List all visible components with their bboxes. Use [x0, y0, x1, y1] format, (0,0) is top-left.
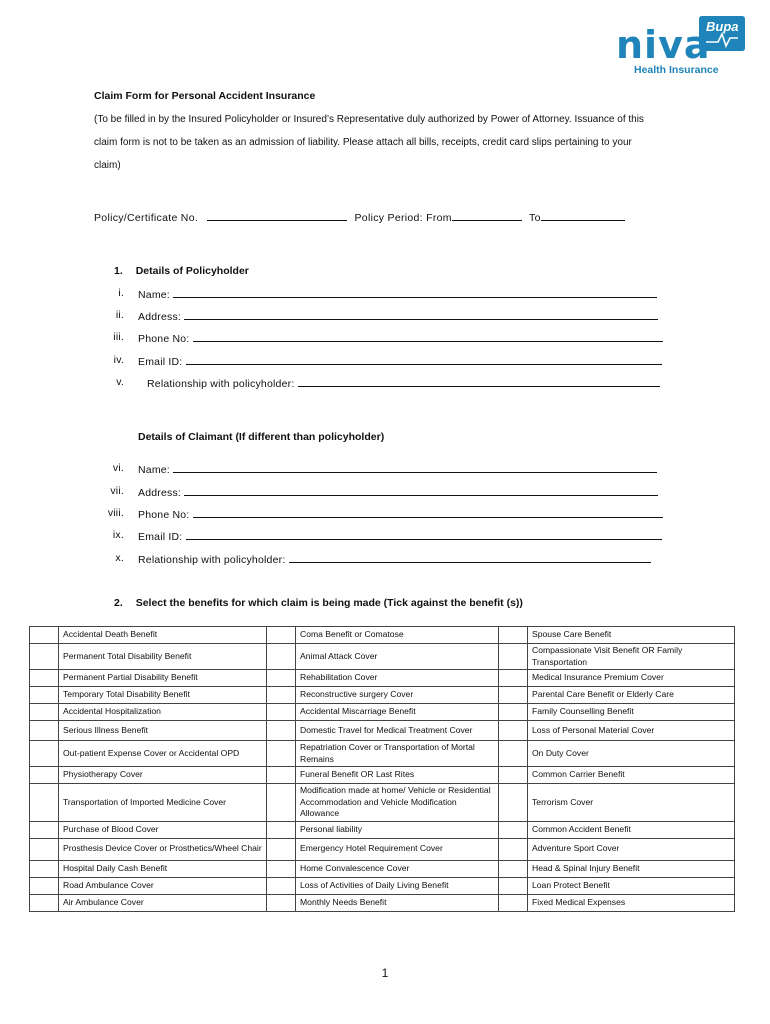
benefit-checkbox[interactable]	[267, 838, 296, 860]
section2-title: Select the benefits for which claim is being made (Tick against the benefit (s))	[135, 597, 523, 609]
benefit-label: Funeral Benefit OR Last Rites	[296, 767, 499, 784]
claimant-name-field	[94, 462, 694, 476]
field-label: Phone No:	[138, 333, 190, 345]
document-title: Claim Form for Personal Accident Insurance	[94, 90, 316, 102]
benefit-checkbox[interactable]	[499, 627, 528, 644]
benefit-checkbox[interactable]	[267, 687, 296, 704]
policyholder-email-field	[94, 354, 694, 368]
table-row	[30, 784, 735, 822]
benefit-label: Loan Protect Benefit	[528, 877, 735, 894]
field-label: Email ID:	[138, 531, 183, 543]
benefit-label: Loss of Activities of Daily Living Benefit	[296, 877, 499, 894]
benefit-checkbox[interactable]	[30, 721, 59, 741]
claimant-address-field	[94, 485, 694, 499]
field-label-wrap	[138, 309, 658, 323]
benefit-label: Medical Insurance Premium Cover	[528, 670, 735, 687]
intro-line-1: (To be filled in by the Insured Policyholder or Insured’s Representative duly authorized by Power of Attorney. Issuance of this	[94, 114, 644, 125]
field-label: Name:	[138, 464, 170, 476]
benefit-checkbox[interactable]	[30, 838, 59, 860]
benefit-label: Coma Benefit or Comatose	[296, 627, 499, 644]
benefit-label: Fixed Medical Expenses	[528, 894, 735, 911]
table-row	[30, 877, 735, 894]
claimant-phone-blank[interactable]	[193, 507, 663, 518]
field-number: ii.	[115, 309, 124, 321]
policy-number-label: Policy/Certificate No.	[94, 212, 199, 224]
benefit-label: Loss of Personal Material Cover	[528, 721, 735, 741]
benefit-label: Accidental Miscarriage Benefit	[296, 704, 499, 721]
field-label: Name:	[138, 289, 170, 301]
benefit-checkbox[interactable]	[30, 767, 59, 784]
logo-tagline: Health Insurance	[634, 64, 719, 76]
claimant-name-blank[interactable]	[173, 462, 657, 473]
field-label-wrap	[147, 376, 660, 390]
benefit-label: Domestic Travel for Medical Treatment Cover	[296, 721, 499, 741]
benefit-checkbox[interactable]	[499, 838, 528, 860]
benefit-label: Monthly Needs Benefit	[296, 894, 499, 911]
policyholder-phone-field	[94, 331, 694, 345]
section1-number: 1.	[114, 265, 123, 277]
niva-wordmark: niva	[616, 23, 711, 67]
policyholder-address-blank[interactable]	[184, 309, 658, 320]
field-label: Email ID:	[138, 356, 183, 368]
field-label-wrap	[138, 331, 663, 345]
field-number: viii.	[107, 507, 124, 519]
claimant-email-field	[94, 529, 694, 543]
policy-details-row	[94, 210, 625, 224]
benefit-label: Hospital Daily Cash Benefit	[59, 860, 267, 877]
table-row	[30, 821, 735, 838]
field-number: ix.	[112, 529, 124, 541]
field-number: x.	[115, 552, 124, 564]
field-label: Relationship with policyholder:	[147, 378, 295, 390]
field-label-wrap	[138, 462, 657, 476]
benefit-checkbox[interactable]	[30, 741, 59, 767]
benefit-checkbox[interactable]	[267, 877, 296, 894]
benefit-checkbox[interactable]	[499, 821, 528, 838]
field-label: Address:	[138, 487, 182, 499]
section2-heading	[114, 597, 523, 609]
policyholder-name-field	[94, 287, 694, 301]
benefit-label: Accidental Death Benefit	[59, 627, 267, 644]
policy-to-blank[interactable]	[541, 210, 625, 221]
benefits-table	[29, 626, 735, 912]
policyholder-relationship-blank[interactable]	[298, 376, 660, 387]
policy-number-blank[interactable]	[207, 210, 347, 221]
intro-line-3: claim)	[94, 160, 121, 171]
benefit-checkbox[interactable]	[30, 704, 59, 721]
field-number: i.	[118, 287, 124, 299]
page-number: 1	[381, 966, 389, 980]
benefit-label: Repatriation Cover or Transportation of Mortal Remains	[296, 741, 499, 767]
table-row	[30, 741, 735, 767]
field-label-wrap	[138, 354, 662, 368]
policyholder-relationship-field	[94, 376, 694, 390]
benefit-label: Parental Care Benefit or Elderly Care	[528, 687, 735, 704]
benefit-checkbox[interactable]	[267, 784, 296, 822]
benefit-label: Animal Attack Cover	[296, 644, 499, 670]
benefit-checkbox[interactable]	[267, 627, 296, 644]
field-label-wrap	[138, 507, 663, 521]
claimant-relationship-blank[interactable]	[289, 552, 651, 563]
benefit-label: Family Counselling Benefit	[528, 704, 735, 721]
benefit-checkbox[interactable]	[499, 860, 528, 877]
benefit-checkbox[interactable]	[267, 894, 296, 911]
policyholder-phone-blank[interactable]	[193, 331, 663, 342]
field-label-wrap	[138, 287, 657, 301]
field-label-wrap	[138, 529, 662, 543]
benefit-label: Common Accident Benefit	[528, 821, 735, 838]
benefit-checkbox[interactable]	[499, 687, 528, 704]
policy-to-label: To	[529, 212, 541, 224]
field-label-wrap	[138, 485, 658, 499]
claimant-email-blank[interactable]	[186, 529, 662, 540]
benefit-label: Accidental Hospitalization	[59, 704, 267, 721]
field-label: Relationship with policyholder:	[138, 554, 286, 566]
benefit-label: Modification made at home/ Vehicle or Residential Accommodation and Vehicle Modification Allowance	[296, 784, 499, 822]
table-row	[30, 670, 735, 687]
field-label: Address:	[138, 311, 182, 323]
benefit-checkbox[interactable]	[30, 687, 59, 704]
benefit-checkbox[interactable]	[30, 894, 59, 911]
policy-from-blank[interactable]	[452, 210, 522, 221]
benefit-label: Compassionate Visit Benefit OR Family Transportation	[528, 644, 735, 670]
benefit-label: Permanent Partial Disability Benefit	[59, 670, 267, 687]
benefit-label: Home Convalescence Cover	[296, 860, 499, 877]
benefit-label: Road Ambulance Cover	[59, 877, 267, 894]
company-logo	[612, 10, 752, 80]
benefit-checkbox[interactable]	[267, 741, 296, 767]
benefit-checkbox[interactable]	[499, 894, 528, 911]
field-label-wrap	[138, 552, 651, 566]
benefit-checkbox[interactable]	[30, 644, 59, 670]
policyholder-address-field	[94, 309, 694, 323]
table-row	[30, 767, 735, 784]
field-label: Phone No:	[138, 509, 190, 521]
benefit-label: Permanent Total Disability Benefit	[59, 644, 267, 670]
benefit-label: Personal liability	[296, 821, 499, 838]
benefit-checkbox[interactable]	[30, 877, 59, 894]
section1-title: Details of Policyholder	[135, 265, 249, 277]
benefit-label: Transportation of Imported Medicine Cover	[59, 784, 267, 822]
table-row	[30, 894, 735, 911]
benefit-checkbox[interactable]	[30, 784, 59, 822]
benefit-label: On Duty Cover	[528, 741, 735, 767]
benefit-label: Out-patient Expense Cover or Accidental OPD	[59, 741, 267, 767]
field-number: vii.	[110, 485, 124, 497]
policyholder-name-blank[interactable]	[173, 287, 657, 298]
table-row	[30, 860, 735, 877]
benefit-label: Adventure Sport Cover	[528, 838, 735, 860]
field-number: iii.	[113, 331, 124, 343]
benefit-checkbox[interactable]	[499, 644, 528, 670]
benefit-checkbox[interactable]	[267, 821, 296, 838]
benefit-checkbox[interactable]	[267, 721, 296, 741]
benefit-label: Emergency Hotel Requirement Cover	[296, 838, 499, 860]
policyholder-email-blank[interactable]	[186, 354, 662, 365]
benefit-label: Serious Illness Benefit	[59, 721, 267, 741]
benefit-label: Head & Spinal Injury Benefit	[528, 860, 735, 877]
section2-number: 2.	[114, 597, 123, 609]
benefit-checkbox[interactable]	[267, 704, 296, 721]
benefit-checkbox[interactable]	[499, 784, 528, 822]
benefit-label: Physiotherapy Cover	[59, 767, 267, 784]
section1-heading	[114, 265, 249, 277]
benefit-checkbox[interactable]	[499, 741, 528, 767]
benefit-label: Reconstructive surgery Cover	[296, 687, 499, 704]
benefit-checkbox[interactable]	[30, 860, 59, 877]
claimant-phone-field	[94, 507, 694, 521]
table-row	[30, 838, 735, 860]
claimant-relationship-field	[94, 552, 694, 566]
benefit-label: Spouse Care Benefit	[528, 627, 735, 644]
benefit-label: Terrorism Cover	[528, 784, 735, 822]
benefit-checkbox[interactable]	[30, 821, 59, 838]
benefit-checkbox[interactable]	[499, 670, 528, 687]
claimant-heading: Details of Claimant (If different than policyholder)	[138, 431, 385, 443]
table-row	[30, 687, 735, 704]
intro-paragraph	[94, 108, 694, 177]
benefit-label: Prosthesis Device Cover or Prosthetics/Wheel Chair	[59, 838, 267, 860]
benefit-checkbox[interactable]	[267, 767, 296, 784]
field-number: vi.	[112, 462, 124, 474]
benefit-checkbox[interactable]	[30, 627, 59, 644]
benefit-checkbox[interactable]	[499, 877, 528, 894]
field-number: iv.	[113, 354, 124, 366]
benefit-checkbox[interactable]	[499, 767, 528, 784]
intro-line-2: claim form is not to be taken as an admission of liability. Please attach all bills, receipts, credit card slips pertaining to your	[94, 137, 632, 148]
table-row	[30, 644, 735, 670]
benefit-checkbox[interactable]	[267, 860, 296, 877]
policy-period-label: Policy Period: From	[354, 212, 452, 224]
benefit-label: Purchase of Blood Cover	[59, 821, 267, 838]
benefit-checkbox[interactable]	[267, 670, 296, 687]
benefit-checkbox[interactable]	[30, 670, 59, 687]
benefit-label: Common Carrier Benefit	[528, 767, 735, 784]
bupa-wordmark: Bupa	[706, 19, 739, 34]
benefit-label: Rehabilitation Cover	[296, 670, 499, 687]
table-row	[30, 704, 735, 721]
table-row	[30, 627, 735, 644]
benefit-label: Air Ambulance Cover	[59, 894, 267, 911]
benefit-checkbox[interactable]	[499, 721, 528, 741]
benefit-label: Temporary Total Disability Benefit	[59, 687, 267, 704]
field-number: v.	[116, 376, 124, 388]
table-row	[30, 721, 735, 741]
benefit-checkbox[interactable]	[267, 644, 296, 670]
claimant-address-blank[interactable]	[184, 485, 658, 496]
benefit-checkbox[interactable]	[499, 704, 528, 721]
